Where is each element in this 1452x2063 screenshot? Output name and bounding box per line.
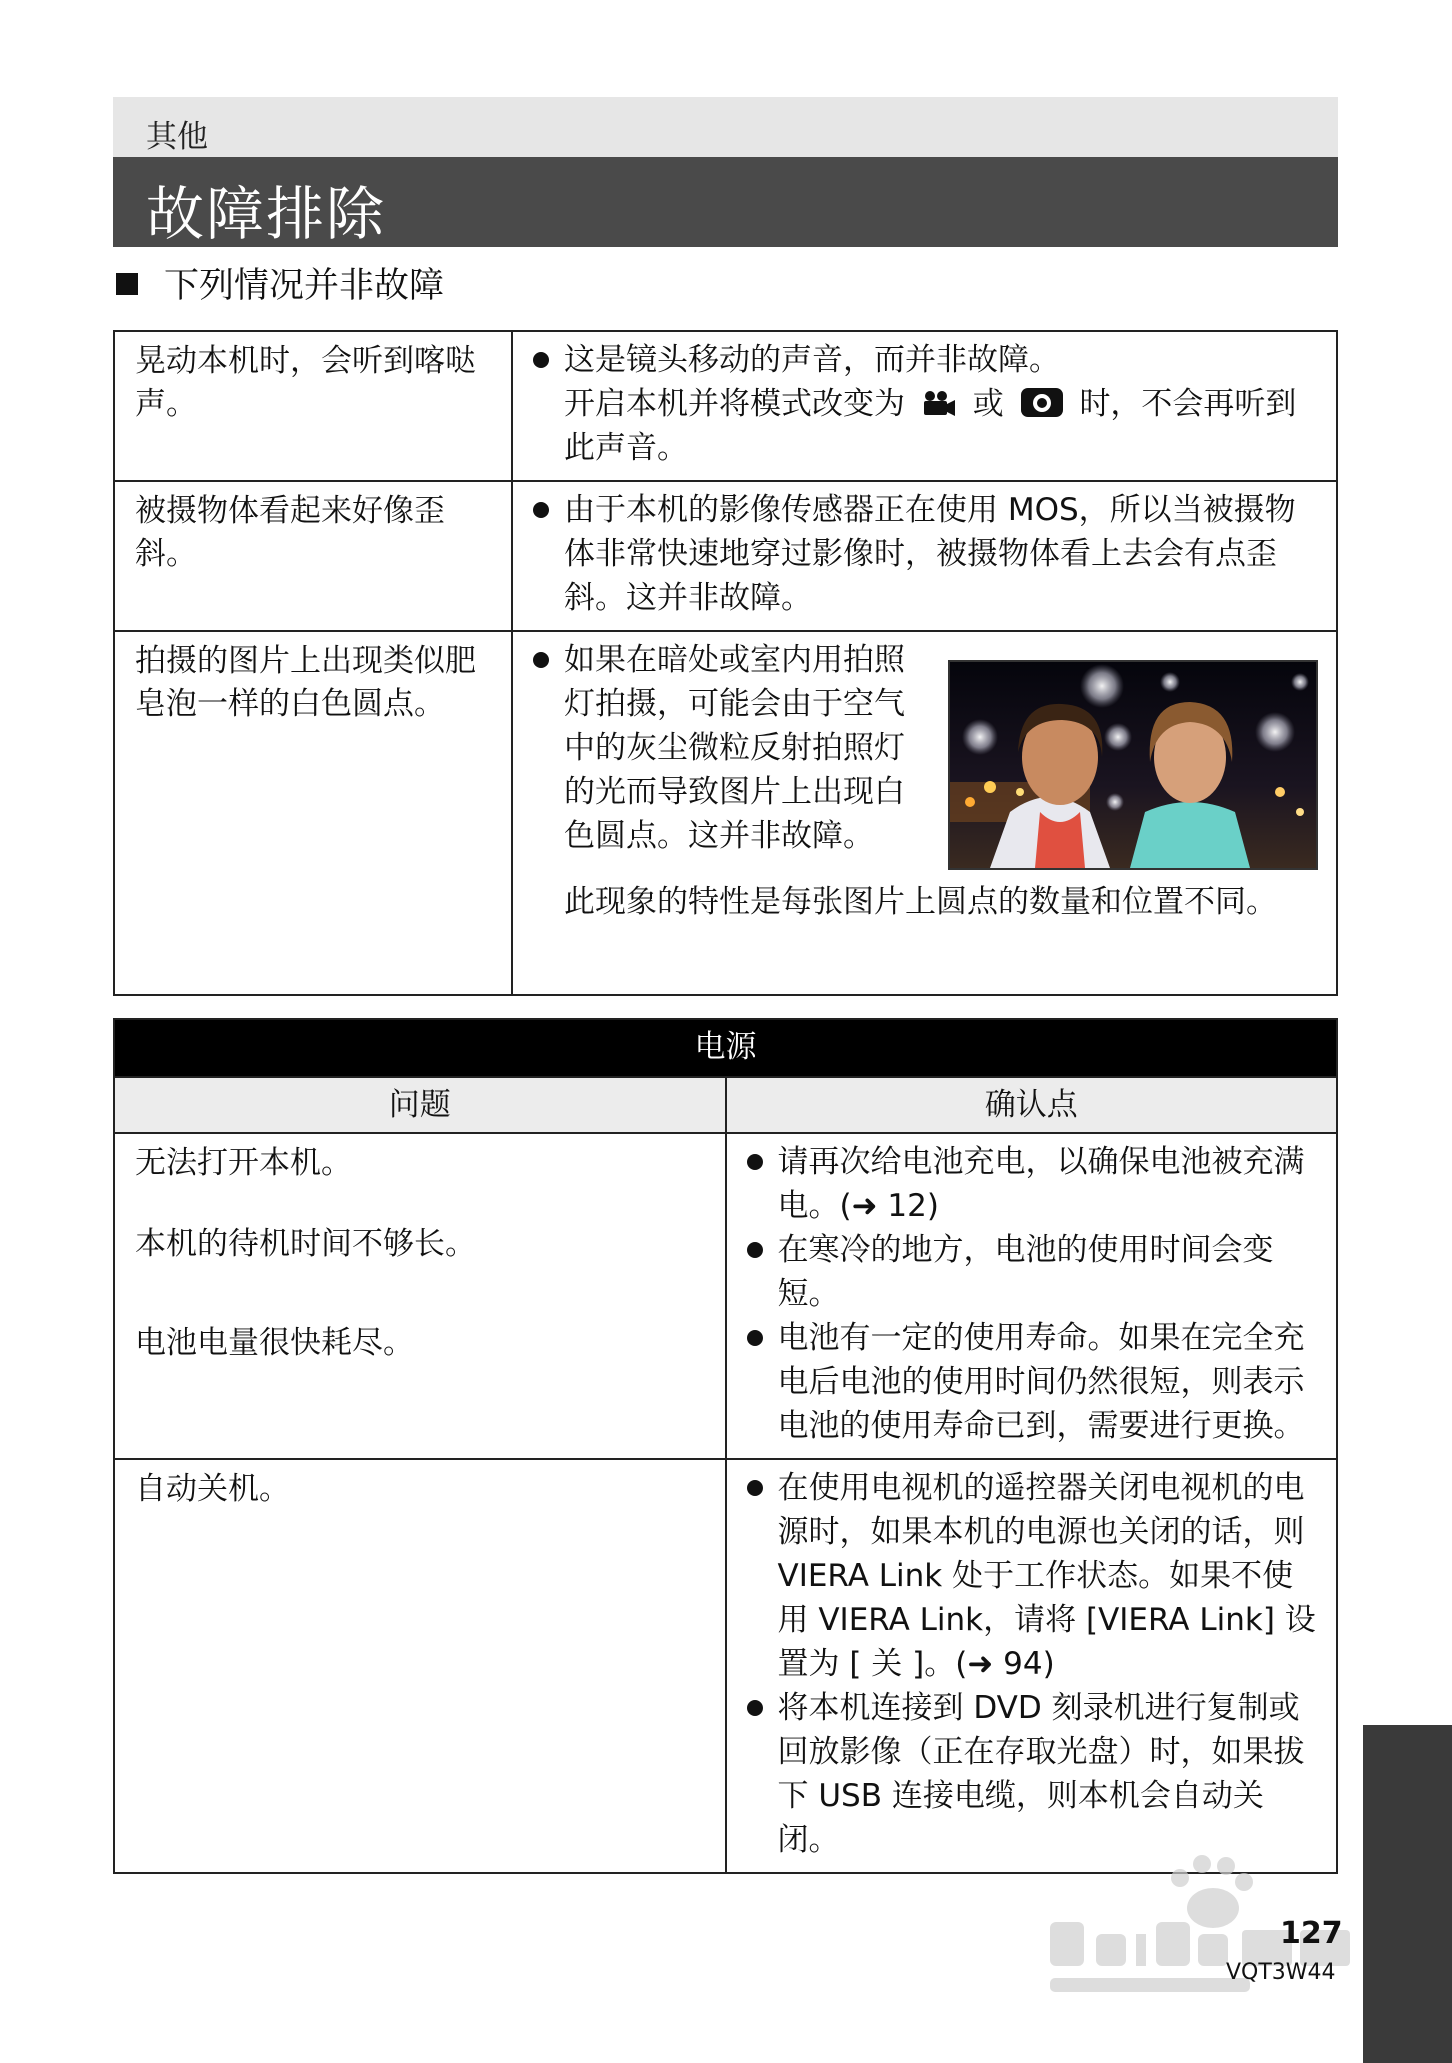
not-malfunction-table bbox=[113, 330, 1338, 996]
answer-cell bbox=[512, 631, 1337, 995]
section-bar bbox=[113, 97, 1338, 157]
problem-cell: 被摄物体看起来好像歪斜。 bbox=[114, 481, 512, 631]
bullet-icon bbox=[533, 652, 549, 668]
table-row bbox=[114, 1133, 1337, 1459]
list-item: 这是镜头移动的声音，而并非故障。 开启本机并将模式改变为 或 时，不会再听到此声音。 bbox=[529, 338, 1318, 470]
bullet-icon bbox=[747, 1154, 763, 1170]
problem-cell: 拍摄的图片上出现类似肥皂泡一样的白色圆点。 bbox=[114, 631, 512, 995]
problem-text: 电池电量很快耗尽。 bbox=[135, 1325, 414, 1361]
list-item: 电池有一定的使用寿命。如果在完全充电后电池的使用时间仍然很短，则表示电池的使用寿命已到，需要进行更换。 bbox=[743, 1316, 1319, 1448]
bullet-icon bbox=[747, 1700, 763, 1716]
answer-cell bbox=[512, 481, 1337, 631]
answer-cell bbox=[512, 331, 1337, 481]
bullet-icon bbox=[747, 1480, 763, 1496]
table-row bbox=[114, 631, 1337, 995]
answer-cell bbox=[726, 1459, 1338, 1873]
title-bar bbox=[113, 157, 1338, 247]
list-item: 在寒冷的地方，电池的使用时间会变短。 bbox=[743, 1228, 1319, 1316]
video-camera-icon bbox=[921, 390, 957, 418]
section-label: 其他 bbox=[146, 119, 208, 155]
list-item: 如果在暗处或室内用拍照灯拍摄，可能会由于空气中的灰尘微粒反射拍照灯的光而导致图片上出现白色圆点。这并非故障。 此现象的特性是每张图片上圆点的数量和位置不同。 bbox=[529, 638, 1318, 924]
table-caption-row bbox=[114, 1019, 1337, 1077]
header-problem: 问题 bbox=[114, 1077, 726, 1133]
subheading-text: 下列情况并非故障 bbox=[164, 266, 445, 306]
bullet-icon bbox=[747, 1330, 763, 1346]
list-item: 将本机连接到 DVD 刻录机进行复制或回放影像（正在存取光盘）时，如果拔下 USB 连接电缆，则本机会自动关闭。 bbox=[743, 1686, 1319, 1862]
list-item: 请再次给电池充电，以确保电池被充满电。(➜ 12) bbox=[743, 1140, 1319, 1228]
problem-cell bbox=[114, 1133, 726, 1459]
table-row bbox=[114, 481, 1337, 631]
chapter-side-tab bbox=[1363, 1725, 1452, 2063]
problem-cell: 自动关机。 bbox=[114, 1459, 726, 1873]
header-check: 确认点 bbox=[726, 1077, 1338, 1133]
bullet-icon bbox=[747, 1242, 763, 1258]
table-header-row bbox=[114, 1077, 1337, 1133]
square-bullet-icon bbox=[116, 273, 138, 295]
doc-code: VQT3W44 bbox=[1226, 1960, 1336, 1985]
table-row bbox=[114, 1459, 1337, 1873]
page-number: 127 bbox=[1280, 1916, 1343, 1951]
answer-extra: 此现象的特性是每张图片上圆点的数量和位置不同。 bbox=[564, 884, 1277, 920]
list-item: 由于本机的影像传感器正在使用 MOS，所以当被摄物体非常快速地穿过影像时，被摄物体看上去会有点歪斜。这并非故障。 bbox=[529, 488, 1318, 620]
problem-text: 本机的待机时间不够长。 bbox=[135, 1226, 476, 1262]
list-item: 在使用电视机的遥控器关闭电视机的电源时，如果本机的电源也关闭的话，则 VIERA Link 处于工作状态。如果不使用 VIERA Link，请将 [VIERA Link] 设置为 [ 关 ]。(➜ 94) bbox=[743, 1466, 1319, 1686]
subheading bbox=[116, 258, 444, 308]
answer-cell bbox=[726, 1133, 1338, 1459]
power-table bbox=[113, 1018, 1338, 1874]
camera-icon bbox=[1020, 386, 1064, 418]
problem-text: 无法打开本机。 bbox=[135, 1145, 352, 1181]
table-row bbox=[114, 331, 1337, 481]
bullet-icon bbox=[533, 352, 549, 368]
bullet-icon bbox=[533, 502, 549, 518]
problem-cell: 晃动本机时，会听到喀哒声。 bbox=[114, 331, 512, 481]
page-title: 故障排除 bbox=[146, 180, 387, 248]
table-caption: 电源 bbox=[114, 1019, 1337, 1077]
